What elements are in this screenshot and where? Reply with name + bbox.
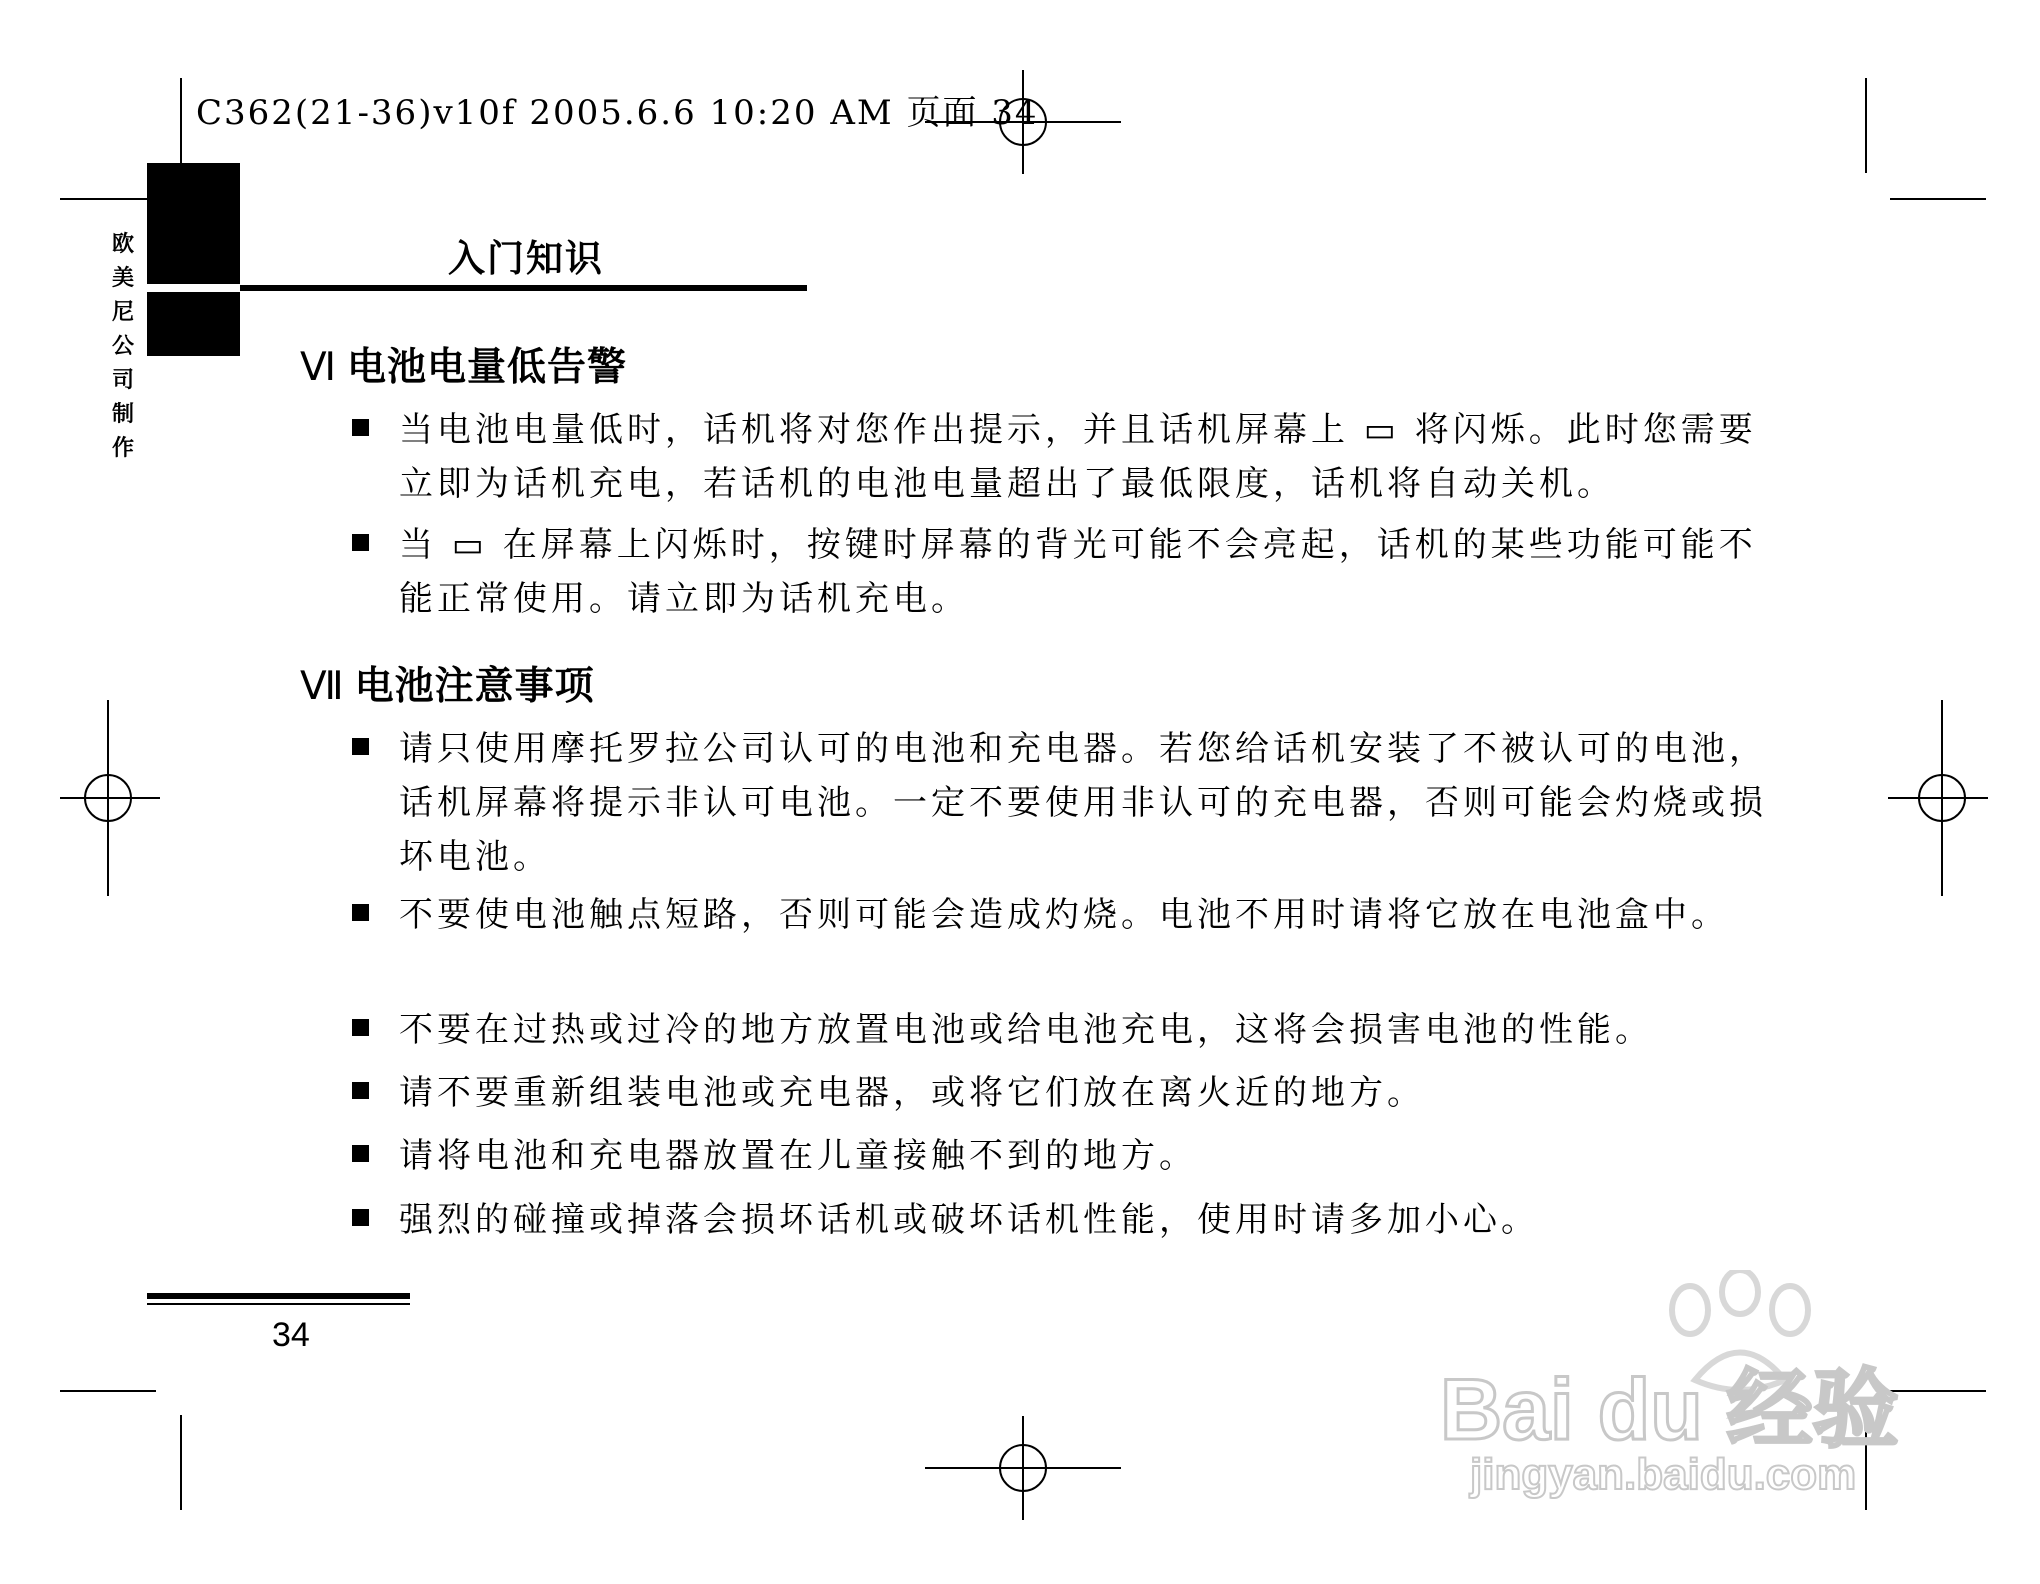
crop-mark	[180, 1415, 182, 1510]
section-heading-battery-precautions	[300, 655, 595, 711]
registration-mark-left	[60, 700, 160, 896]
crop-mark	[60, 1390, 156, 1392]
section-heading-low-battery	[300, 336, 627, 392]
bullet-square-icon	[352, 1019, 369, 1036]
registration-mark-top	[925, 70, 1121, 174]
bullet-square-icon	[352, 1145, 369, 1162]
crop-mark	[180, 78, 182, 173]
registration-mark-bottom	[925, 1416, 1121, 1520]
list-item-text: 强烈的碰撞或掉落会损坏话机或破坏话机性能，使用时请多加小心。	[399, 1200, 1539, 1240]
list-item-text: 不要在过热或过冷的地方放置电池或给电池充电，这将会损害电池的性能。	[399, 1010, 1653, 1050]
list-item-text: 请不要重新组装电池或充电器，或将它们放在离火近的地方。	[399, 1073, 1425, 1113]
crop-mark	[1890, 1390, 1986, 1392]
list-item-text: 当电池电量低时，话机将对您作出提示，并且话机屏幕上 ▭ 将闪烁。此时您需要立即为话机充电，若话机的电池电量超出了最低限度，话机将自动关机。	[399, 410, 1757, 504]
list-item-text: 请只使用摩托罗拉公司认可的电池和充电器。若您给话机安装了不被认可的电池，话机屏幕将提示非认可电池。一定不要使用非认可的充电器，否则可能会灼烧或损坏电池。	[399, 729, 1767, 877]
heading-text: 电池电量低告警	[346, 345, 627, 390]
registration-mark-right	[1888, 700, 1988, 896]
crop-mark	[1890, 198, 1986, 200]
heading-text: 电池注意事项	[354, 664, 595, 709]
sidebar-vertical-text: 欧 美 尼 公 司 制 作	[111, 232, 134, 461]
section-title-rule	[240, 285, 807, 291]
list-item-text: 请将电池和充电器放置在儿童接触不到的地方。	[399, 1136, 1197, 1176]
roman-numeral: Ⅵ	[300, 345, 337, 390]
crop-mark	[60, 198, 156, 200]
footer-rule-bottom	[147, 1303, 410, 1305]
bullet-square-icon	[352, 1082, 369, 1099]
print-info-header: C362(21-36)v10f 2005.6.6 10:20 AM 页面 34	[196, 93, 1039, 133]
list-item-text: 当 ▭ 在屏幕上闪烁时，按键时屏幕的背光可能不会亮起，话机的某些功能可能不能正常使用。请立即为话机充电。	[399, 525, 1757, 619]
bullet-square-icon	[352, 738, 369, 755]
side-tab-block-top	[147, 163, 240, 284]
watermark-url: jingyan.baidu.com	[1470, 1450, 1857, 1499]
bullet-square-icon	[352, 419, 369, 436]
list-item-text: 不要使电池触点短路，否则可能会造成灼烧。电池不用时请将它放在电池盒中。	[399, 895, 1729, 935]
crop-mark	[1865, 78, 1867, 173]
page-number: 34	[272, 1316, 310, 1354]
watermark-logo-text: Bai du 经验	[1440, 1362, 1899, 1458]
roman-numeral: Ⅶ	[300, 664, 345, 709]
bullet-square-icon	[352, 534, 369, 551]
side-tab-block-bottom	[147, 292, 240, 356]
page-section-title: 入门知识	[448, 237, 604, 280]
footer-rule-top	[147, 1293, 410, 1299]
bullet-square-icon	[352, 1209, 369, 1226]
bullet-square-icon	[352, 904, 369, 921]
